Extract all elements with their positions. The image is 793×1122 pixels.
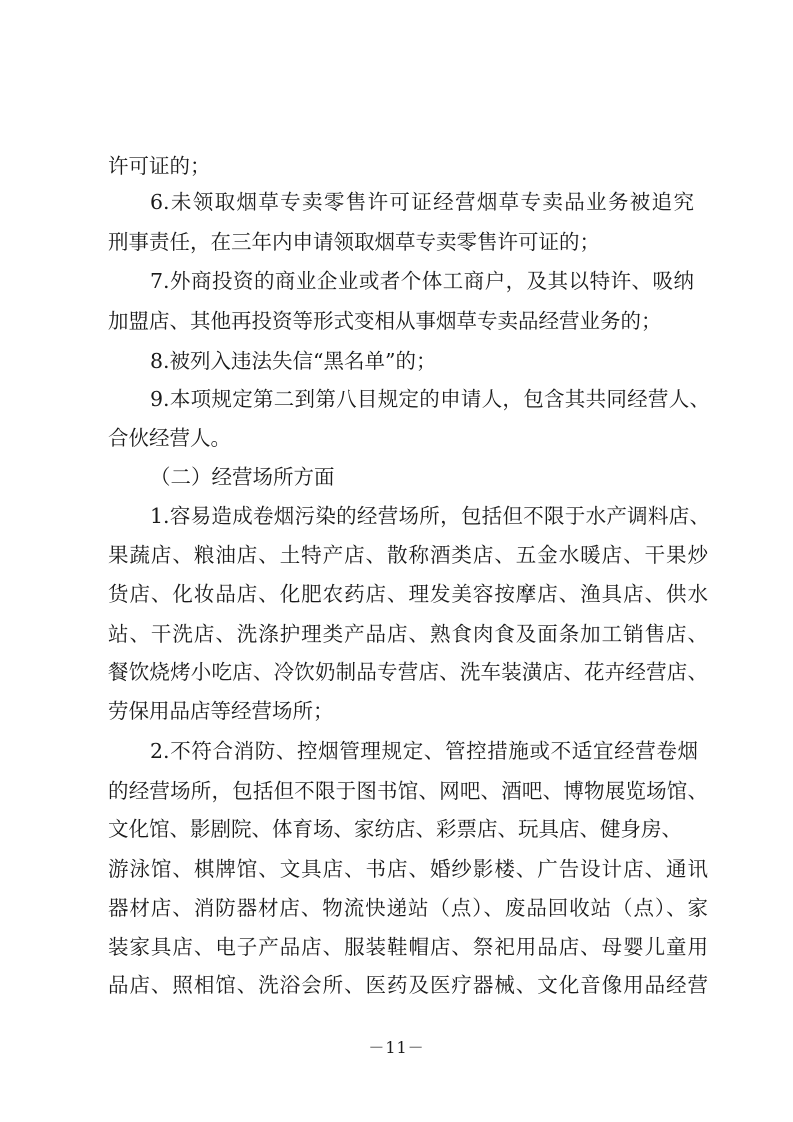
text-line: 的经营场所，包括但不限于图书馆、网吧、酒吧、博物展览场馆、	[108, 779, 708, 803]
text-line: 刑事责任，在三年内申请领取烟草专卖零售许可证的；	[108, 230, 600, 254]
page-number: －11－	[368, 1038, 425, 1057]
text-line: 文化馆、影剧院、体育场、家纺店、彩票店、玩具店、健身房、	[108, 817, 682, 841]
text-line: 果蔬店、粮油店、土特产店、散称酒类店、五金水暖店、干果炒	[108, 543, 708, 567]
text-line: 2.不符合消防、控烟管理规定、管控措施或不适宜经营卷烟	[150, 739, 698, 763]
text-line: 器材店、消防器材店、物流快递站（点）、废品回收站（点）、家	[108, 896, 708, 920]
section-heading: （二）经营场所方面	[150, 465, 335, 489]
text-line: 装家具店、电子产品店、服装鞋帽店、祭祀用品店、母婴儿童用	[108, 935, 708, 959]
text-line: 9.本项规定第二到第八目规定的申请人，包含其共同经营人、	[150, 387, 710, 411]
text-line: 站、干洗店、洗涤护理类产品店、熟食肉食及面条加工销售店、	[108, 622, 708, 646]
text-line: 许可证的；	[108, 154, 211, 178]
text-line: 1.容易造成卷烟污染的经营场所，包括但不限于水产调料店、	[150, 504, 710, 528]
text-line: 餐饮烧烤小吃店、冷饮奶制品专营店、洗车装潢店、花卉经营店、	[108, 660, 708, 684]
text-line: 合伙经营人。	[108, 426, 231, 450]
text-line: 7.外商投资的商业企业或者个体工商户，及其以特许、吸纳	[150, 269, 694, 293]
text-line: 6.未领取烟草专卖零售许可证经营烟草专卖品业务被追究	[150, 190, 694, 214]
text-line: 加盟店、其他再投资等形式变相从事烟草专卖品经营业务的；	[108, 309, 662, 333]
text-line: 品店、照相馆、洗浴会所、医药及医疗器械、文化音像用品经营	[108, 973, 708, 997]
text-line: 8.被列入违法失信“黑名单”的；	[150, 349, 437, 373]
text-line: 货店、化妆品店、化肥农药店、理发美容按摩店、渔具店、供水	[108, 582, 708, 606]
text-line: 游泳馆、棋牌馆、文具店、书店、婚纱影楼、广告设计店、通讯	[108, 857, 708, 881]
text-line: 劳保用品店等经营场所；	[108, 699, 334, 723]
